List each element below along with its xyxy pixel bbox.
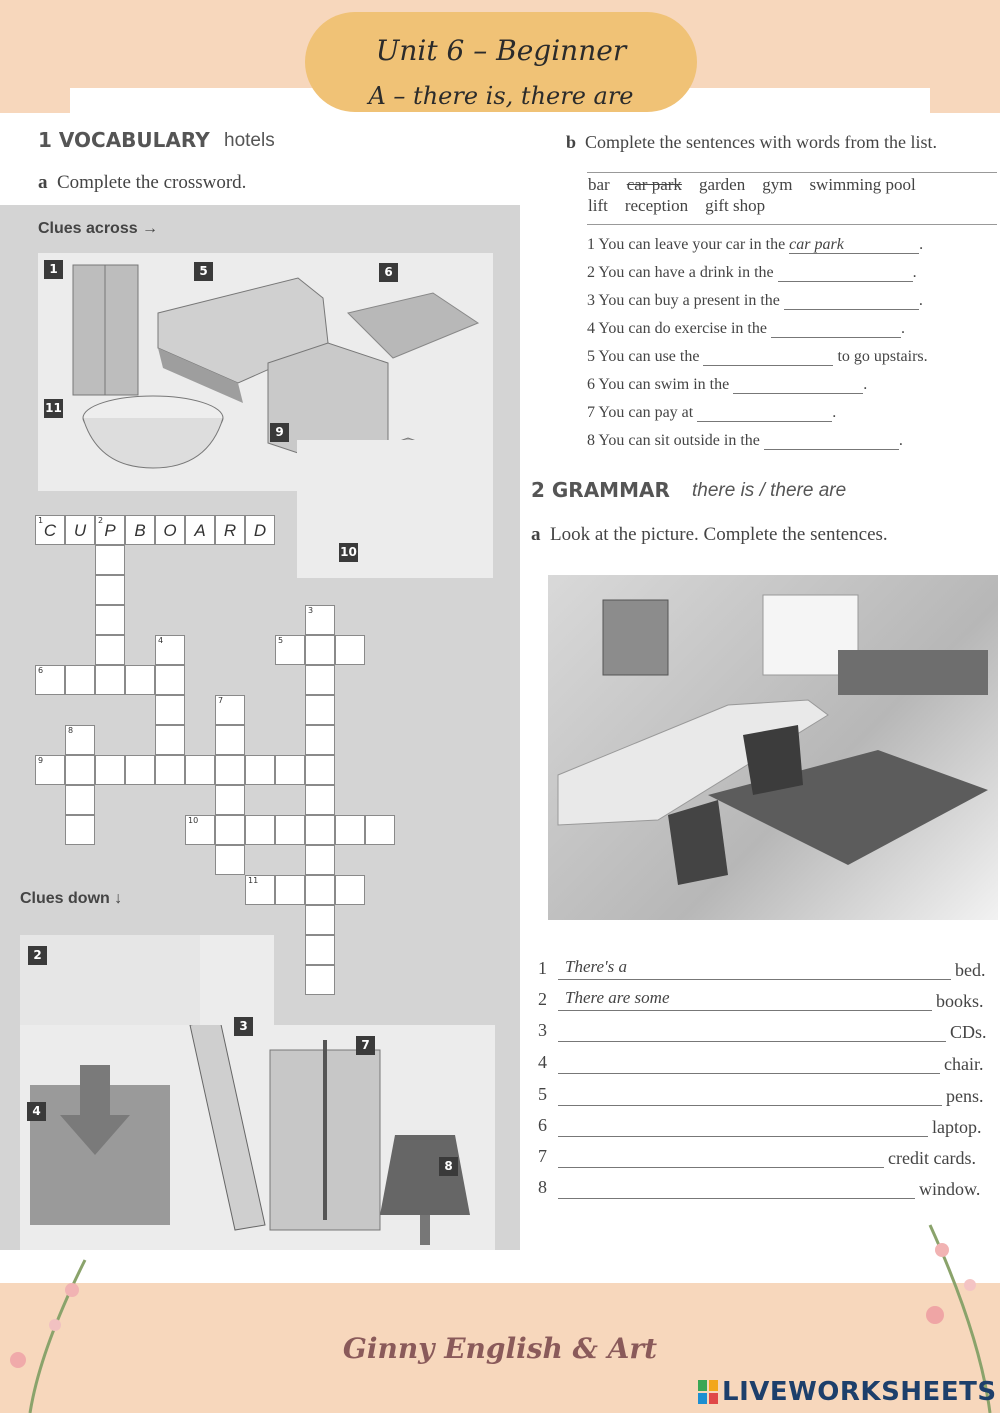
paper-edge bbox=[930, 88, 1000, 113]
answer-line[interactable] bbox=[558, 1041, 946, 1042]
line-number: 4 bbox=[538, 1052, 547, 1072]
unit-subtitle: A – there is, there are bbox=[368, 82, 634, 110]
crossword-letter: D bbox=[253, 521, 267, 540]
sentence-row bbox=[587, 376, 867, 394]
clue-number: 4 bbox=[158, 636, 164, 645]
crossword-cell[interactable] bbox=[215, 725, 245, 755]
section-title: VOCABULARY bbox=[58, 128, 210, 152]
answer-line[interactable] bbox=[558, 979, 951, 980]
crossword-cell[interactable] bbox=[125, 665, 155, 695]
sentence-ending: . bbox=[832, 404, 837, 421]
part-instruction: Complete the sentences with words from the list. bbox=[585, 132, 937, 152]
sentence-ending: . bbox=[918, 292, 923, 309]
line-ending: bed. bbox=[955, 960, 986, 980]
crossword-cell[interactable] bbox=[335, 635, 365, 665]
clue-number: 1 bbox=[38, 516, 44, 525]
sentence-text: 5 You can use the bbox=[587, 348, 704, 365]
crossword-cell[interactable] bbox=[305, 905, 335, 935]
sentence-row bbox=[587, 348, 928, 366]
line-number: 1 bbox=[538, 958, 547, 978]
room-picture bbox=[297, 440, 493, 578]
answer-blank[interactable] bbox=[733, 376, 863, 394]
line-number: 7 bbox=[538, 1146, 547, 1166]
unit-title: Unit 6 – Beginner bbox=[375, 34, 627, 67]
crossword-cell[interactable] bbox=[155, 755, 185, 785]
sentence-ending: . bbox=[912, 264, 917, 281]
crossword-cell[interactable] bbox=[215, 755, 245, 785]
answer-blank[interactable] bbox=[764, 432, 899, 450]
clue-number: 11 bbox=[248, 876, 259, 885]
crossword-cell[interactable] bbox=[95, 575, 125, 605]
pic-number-tag: 4 bbox=[27, 1102, 46, 1121]
divider bbox=[587, 224, 997, 225]
clue-number: 10 bbox=[188, 816, 199, 825]
pic-number-tag: 1 bbox=[44, 260, 63, 279]
answer-line[interactable] bbox=[558, 1167, 884, 1168]
vocab-subtitle: hotels bbox=[224, 130, 275, 151]
line-number: 3 bbox=[538, 1020, 547, 1040]
word-lift: lift bbox=[588, 196, 608, 215]
crossword-cell[interactable] bbox=[65, 785, 95, 815]
line-number: 8 bbox=[538, 1177, 547, 1197]
answer-blank[interactable] bbox=[703, 348, 833, 366]
crossword-cell[interactable] bbox=[245, 875, 275, 905]
answer-line[interactable] bbox=[558, 1073, 940, 1074]
bedroom-picture bbox=[548, 575, 998, 920]
crossword-cell[interactable] bbox=[305, 725, 335, 755]
answer-blank[interactable]: car park bbox=[789, 236, 919, 254]
pic-number-tag: 2 bbox=[28, 946, 47, 965]
sentence-row bbox=[587, 432, 903, 450]
crossword-cell[interactable] bbox=[65, 515, 95, 545]
crossword-cell[interactable] bbox=[35, 515, 65, 545]
answer-blank[interactable] bbox=[697, 404, 832, 422]
crossword-cell[interactable] bbox=[215, 815, 245, 845]
example-answer: There's a bbox=[565, 957, 628, 976]
line-ending: window. bbox=[919, 1179, 981, 1199]
pic-number-tag: 3 bbox=[234, 1017, 253, 1036]
crossword-cell[interactable] bbox=[275, 875, 305, 905]
line-ending: CDs. bbox=[950, 1022, 987, 1042]
crossword-cell[interactable] bbox=[305, 965, 335, 995]
crossword-cell[interactable] bbox=[305, 695, 335, 725]
grammar-part-a bbox=[531, 524, 888, 546]
crossword-cell[interactable] bbox=[305, 755, 335, 785]
crossword-letter: A bbox=[194, 521, 206, 540]
crossword-cell[interactable] bbox=[155, 515, 185, 545]
sentence-text: 6 You can swim in the bbox=[587, 376, 734, 393]
pic-number-tag: 10 bbox=[339, 543, 358, 562]
part-letter: a bbox=[38, 172, 48, 193]
crossword-cell[interactable] bbox=[215, 845, 245, 875]
clues-down-heading: Clues down ↓ bbox=[20, 890, 123, 907]
paper-edge bbox=[0, 88, 70, 113]
crossword-cell[interactable] bbox=[155, 725, 185, 755]
sentence-text: 4 You can do exercise in the bbox=[587, 320, 771, 337]
crossword-cell[interactable] bbox=[95, 635, 125, 665]
crossword-cell[interactable] bbox=[275, 635, 305, 665]
crossword-cell[interactable] bbox=[305, 665, 335, 695]
clue-number: 9 bbox=[38, 756, 44, 765]
sentence-text: 2 You can have a drink in the bbox=[587, 264, 778, 281]
part-letter: a bbox=[531, 524, 541, 545]
part-b-header bbox=[566, 132, 937, 153]
down-illustrations bbox=[20, 1025, 495, 1250]
line-number: 6 bbox=[538, 1115, 547, 1135]
section-number: 1 bbox=[38, 128, 52, 152]
pic-number-tag: 8 bbox=[439, 1157, 458, 1176]
vocab-part-a bbox=[38, 172, 246, 194]
crossword-cell[interactable] bbox=[95, 545, 125, 575]
line-ending: chair. bbox=[944, 1054, 984, 1074]
word-reception: reception bbox=[624, 196, 689, 215]
pic-number-tag: 9 bbox=[270, 423, 289, 442]
answer-line[interactable] bbox=[558, 1010, 932, 1011]
clue-number: 6 bbox=[38, 666, 44, 675]
sentence-text: 3 You can buy a present in the bbox=[587, 292, 784, 309]
crossword-cell[interactable] bbox=[65, 815, 95, 845]
pic-number-tag: 11 bbox=[44, 399, 63, 418]
section-number: 2 bbox=[531, 478, 545, 502]
sentence-text: 1 You can leave your car in the bbox=[587, 236, 790, 253]
word-list-row bbox=[588, 196, 765, 216]
word-gift-shop: gift shop bbox=[705, 196, 766, 215]
bedroom-illustration bbox=[548, 575, 998, 920]
answer-blank[interactable] bbox=[778, 264, 913, 282]
pic-number-tag: 6 bbox=[379, 263, 398, 282]
line-ending: laptop. bbox=[932, 1117, 982, 1137]
sentence-text: 8 You can sit outside in the bbox=[587, 432, 764, 449]
crossword-cell[interactable] bbox=[305, 635, 335, 665]
sentence-row bbox=[587, 236, 923, 254]
crossword-cell[interactable] bbox=[155, 635, 185, 665]
crossword-letter: R bbox=[223, 521, 237, 540]
crossword-letter: U bbox=[73, 521, 87, 540]
pic-number-tag: 5 bbox=[194, 262, 213, 281]
crossword-cell[interactable] bbox=[305, 875, 335, 905]
crossword-cell[interactable] bbox=[65, 725, 95, 755]
sentence-row bbox=[587, 320, 905, 338]
answer-blank[interactable] bbox=[771, 320, 901, 338]
part-instruction: Complete the crossword. bbox=[57, 172, 247, 193]
word-gym: gym bbox=[762, 175, 793, 194]
crossword-cell[interactable] bbox=[245, 815, 275, 845]
crossword-cell[interactable] bbox=[215, 785, 245, 815]
down-pictures bbox=[20, 1025, 495, 1250]
crossword-cell[interactable] bbox=[125, 515, 155, 545]
crossword-cell[interactable] bbox=[35, 755, 65, 785]
crossword-cell[interactable] bbox=[215, 515, 245, 545]
crossword-cell[interactable] bbox=[95, 755, 125, 785]
sentence-row bbox=[587, 264, 917, 282]
crossword-cell[interactable] bbox=[65, 755, 95, 785]
header-banner bbox=[305, 12, 697, 112]
sentence-ending: . bbox=[863, 376, 868, 393]
line-number: 2 bbox=[538, 989, 547, 1009]
sentence-ending: . bbox=[898, 432, 903, 449]
crossword-cell[interactable] bbox=[125, 755, 155, 785]
grammar-heading bbox=[531, 478, 670, 502]
crossword-cell[interactable] bbox=[215, 695, 245, 725]
grammar-subtitle: there is / there are bbox=[692, 480, 847, 501]
sentence-ending: . bbox=[919, 236, 924, 253]
crossword-cell[interactable] bbox=[305, 815, 335, 845]
line-number: 5 bbox=[538, 1084, 547, 1104]
line-ending: pens. bbox=[946, 1086, 984, 1106]
crossword-cell[interactable] bbox=[155, 665, 185, 695]
clue-number: 2 bbox=[98, 516, 104, 525]
clue-number: 3 bbox=[308, 606, 314, 615]
crossword-cell[interactable] bbox=[245, 755, 275, 785]
clue-number: 5 bbox=[278, 636, 284, 645]
answer-line[interactable] bbox=[558, 1105, 942, 1106]
sentence-ending: to go upstairs. bbox=[833, 348, 928, 365]
crossword-cell[interactable] bbox=[95, 515, 125, 545]
pillow-picture bbox=[20, 935, 200, 1025]
crossword-cell[interactable] bbox=[335, 815, 365, 845]
vocab-heading bbox=[38, 128, 210, 152]
sentence-ending: . bbox=[900, 320, 905, 337]
crossword-cell[interactable] bbox=[275, 815, 305, 845]
word-swimming-pool: swimming pool bbox=[809, 175, 916, 194]
part-instruction: Look at the picture. Complete the sentences. bbox=[550, 524, 888, 545]
crossword-cell[interactable] bbox=[305, 605, 335, 635]
crossword-cell[interactable] bbox=[275, 755, 305, 785]
divider bbox=[587, 172, 997, 173]
answer-blank[interactable] bbox=[784, 292, 919, 310]
crossword-letter: P bbox=[104, 521, 116, 540]
crossword-cell[interactable] bbox=[365, 815, 395, 845]
part-letter: b bbox=[566, 132, 577, 152]
line-ending: books. bbox=[936, 991, 984, 1011]
pic-number-tag: 7 bbox=[356, 1036, 375, 1055]
sentence-row bbox=[587, 404, 836, 422]
clues-across-heading: Clues across → bbox=[38, 220, 159, 237]
crossword-cell[interactable] bbox=[65, 665, 95, 695]
section-title: GRAMMAR bbox=[551, 478, 670, 502]
example-answer: There are some bbox=[565, 988, 670, 1007]
answer-line[interactable] bbox=[558, 1136, 928, 1137]
crossword-cell[interactable] bbox=[35, 665, 65, 695]
clue-number: 8 bbox=[68, 726, 74, 735]
word-list-row bbox=[588, 175, 916, 195]
crossword-cell[interactable] bbox=[305, 845, 335, 875]
sentence-row bbox=[587, 292, 923, 310]
line-ending: credit cards. bbox=[888, 1148, 976, 1168]
crossword-cell[interactable] bbox=[185, 815, 215, 845]
word-car-park: car park bbox=[626, 175, 682, 194]
clue-number: 7 bbox=[218, 696, 224, 705]
crossword-cell[interactable] bbox=[305, 935, 335, 965]
crossword-cell[interactable] bbox=[95, 665, 125, 695]
liveworksheets-logo[interactable]: LIVEWORKSHEETS bbox=[722, 1377, 997, 1407]
footer-brand: Ginny English & Art bbox=[342, 1332, 658, 1365]
crossword-cell[interactable] bbox=[185, 755, 215, 785]
word-garden: garden bbox=[698, 175, 746, 194]
answer-line[interactable] bbox=[558, 1198, 915, 1199]
liveworksheets-mark-icon bbox=[698, 1380, 718, 1404]
crossword-letter: O bbox=[163, 521, 177, 540]
crossword-cell[interactable] bbox=[335, 875, 365, 905]
crossword-letter: C bbox=[43, 521, 57, 540]
sentence-text: 7 You can pay at bbox=[587, 404, 698, 421]
crossword-cell[interactable] bbox=[155, 695, 185, 725]
crossword-letter: B bbox=[134, 521, 146, 540]
crossword-cell[interactable] bbox=[185, 515, 215, 545]
crossword-cell[interactable] bbox=[95, 605, 125, 635]
crossword-cell[interactable] bbox=[305, 785, 335, 815]
word-bar: bar bbox=[588, 175, 610, 194]
crossword-cell[interactable] bbox=[245, 515, 275, 545]
